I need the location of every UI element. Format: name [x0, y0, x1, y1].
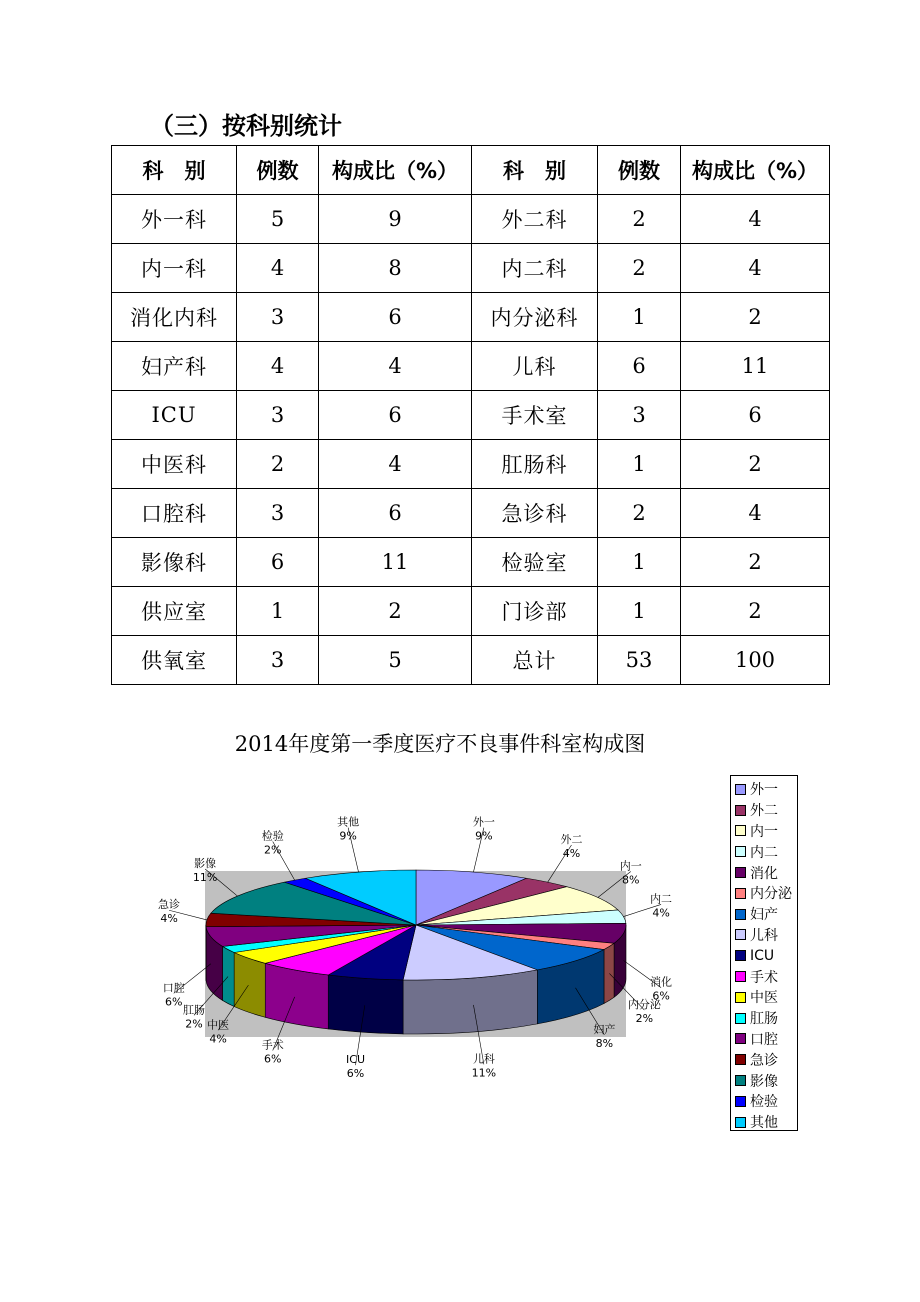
slice-percent-label: 11% — [471, 1066, 497, 1080]
legend-swatch — [735, 846, 746, 857]
legend-swatch — [735, 1013, 746, 1024]
legend-swatch — [735, 929, 746, 940]
legend-label: 儿科 — [750, 927, 778, 944]
legend-label: 内分泌 — [750, 886, 792, 903]
slice-name-label: 儿科 — [472, 1052, 495, 1066]
cell-count: 6 — [237, 538, 319, 587]
legend-swatch — [735, 784, 746, 795]
slice-name-label: 内一 — [619, 859, 642, 873]
cell-count: 3 — [237, 391, 319, 440]
slice-name-label: 肛肠 — [182, 1003, 205, 1017]
cell-dept: 内一科 — [112, 244, 237, 293]
legend-item — [735, 904, 797, 925]
legend-item — [735, 1049, 797, 1070]
legend-item — [735, 1112, 797, 1133]
slice-percent-label: 4% — [562, 846, 581, 860]
legend-item — [735, 800, 797, 821]
cell-ratio: 6 — [319, 489, 472, 538]
chart-legend — [730, 775, 798, 1131]
cell-ratio: 11 — [319, 538, 472, 587]
cell-count: 3 — [237, 636, 319, 685]
header-dept: 科 别 — [112, 146, 237, 195]
cell-dept: 中医科 — [112, 440, 237, 489]
slice-name-label: ICU — [346, 1053, 366, 1067]
legend-item — [735, 821, 797, 842]
cell-dept: 肛肠科 — [472, 440, 598, 489]
cell-count: 3 — [237, 489, 319, 538]
cell-dept: 门诊部 — [472, 587, 598, 636]
pie-side-5 — [604, 943, 614, 1003]
cell-ratio: 4 — [319, 342, 472, 391]
slice-name-label: 中医 — [207, 1018, 230, 1032]
cell-dept: 手术室 — [472, 391, 598, 440]
cell-count: 2 — [598, 195, 681, 244]
slice-percent-label: 2% — [185, 1017, 203, 1031]
slice-name-label: 消化 — [650, 975, 673, 989]
slice-name-label: 外二 — [560, 832, 583, 846]
cell-dept: ICU — [112, 391, 237, 440]
legend-label: 其他 — [750, 1115, 778, 1132]
slice-percent-label: 6% — [165, 995, 183, 1009]
legend-label: 妇产 — [750, 907, 778, 924]
cell-ratio: 2 — [681, 293, 830, 342]
slice-percent-label: 9% — [475, 829, 493, 843]
legend-swatch — [735, 992, 746, 1003]
legend-item — [735, 883, 797, 904]
header-dept: 科 别 — [472, 146, 598, 195]
slice-name-label: 其他 — [337, 815, 360, 829]
legend-swatch — [735, 1033, 746, 1044]
cell-dept: 内二科 — [472, 244, 598, 293]
slice-name-label: 急诊 — [158, 898, 181, 912]
header-count: 例数 — [237, 146, 319, 195]
slice-name-label: 外一 — [472, 815, 495, 829]
cell-ratio: 2 — [319, 587, 472, 636]
legend-label: 外二 — [750, 803, 778, 820]
legend-item — [735, 987, 797, 1008]
slice-name-label: 检验 — [261, 829, 284, 843]
cell-dept: 供应室 — [112, 587, 237, 636]
pie-side-11 — [223, 946, 235, 1006]
cell-dept: 检验室 — [472, 538, 598, 587]
legend-label: 内二 — [750, 844, 778, 861]
cell-ratio: 5 — [319, 636, 472, 685]
cell-count: 1 — [598, 587, 681, 636]
cell-dept: 外二科 — [472, 195, 598, 244]
cell-count: 53 — [598, 636, 681, 685]
legend-item — [735, 1029, 797, 1050]
cell-count: 1 — [598, 440, 681, 489]
cell-ratio: 6 — [319, 293, 472, 342]
cell-count: 6 — [598, 342, 681, 391]
legend-swatch — [735, 950, 746, 961]
cell-ratio: 4 — [681, 244, 830, 293]
legend-label: 肛肠 — [750, 1011, 778, 1028]
chart-title: 2014年度第一季度医疗不良事件科室构成图 — [234, 732, 646, 756]
cell-count: 3 — [598, 391, 681, 440]
slice-percent-label: 11% — [192, 870, 218, 884]
pie-tops — [206, 870, 626, 980]
legend-item — [735, 862, 797, 883]
pie-side-8 — [328, 975, 403, 1034]
legend-item — [735, 779, 797, 800]
cell-ratio: 4 — [681, 489, 830, 538]
slice-name-label: 内二 — [650, 892, 673, 906]
legend-label: 口腔 — [750, 1031, 778, 1048]
legend-label: 中医 — [750, 990, 778, 1007]
slice-percent-label: 2% — [635, 1012, 654, 1026]
slice-percent-label: 4% — [209, 1032, 227, 1046]
slice-name-label: 妇产 — [593, 1022, 616, 1036]
cell-count: 5 — [237, 195, 319, 244]
legend-swatch — [735, 867, 746, 878]
cell-dept: 儿科 — [472, 342, 598, 391]
cell-ratio: 6 — [319, 391, 472, 440]
legend-swatch — [735, 1096, 746, 1107]
cell-dept: 急诊科 — [472, 489, 598, 538]
cell-dept: 总计 — [472, 636, 598, 685]
cell-count: 2 — [598, 489, 681, 538]
slice-percent-label: 8% — [595, 1036, 614, 1050]
slice-percent-label: 4% — [160, 912, 178, 926]
legend-swatch — [735, 971, 746, 982]
legend-item — [735, 966, 797, 987]
cell-count: 2 — [237, 440, 319, 489]
cell-count: 4 — [237, 244, 319, 293]
cell-dept: 内分泌科 — [472, 293, 598, 342]
legend-swatch — [735, 1117, 746, 1128]
slice-percent-label: 6% — [263, 1052, 282, 1066]
cell-count: 1 — [598, 293, 681, 342]
slice-percent-label: 4% — [652, 906, 670, 920]
header-count: 例数 — [598, 146, 681, 195]
legend-item — [735, 1008, 797, 1029]
legend-swatch — [735, 1054, 746, 1065]
cell-count: 4 — [237, 342, 319, 391]
cell-count: 1 — [598, 538, 681, 587]
legend-label: 急诊 — [750, 1052, 778, 1069]
legend-item — [735, 841, 797, 862]
legend-item — [735, 945, 797, 966]
cell-ratio: 4 — [681, 195, 830, 244]
cell-ratio: 8 — [319, 244, 472, 293]
legend-swatch — [735, 1075, 746, 1086]
cell-count: 1 — [237, 587, 319, 636]
cell-ratio: 9 — [319, 195, 472, 244]
legend-label: 外一 — [750, 782, 778, 799]
header-ratio: 构成比（%） — [319, 146, 472, 195]
slice-name-label: 内分泌 — [627, 998, 661, 1012]
legend-swatch — [735, 909, 746, 920]
cell-dept: 外一科 — [112, 195, 237, 244]
cell-dept: 影像科 — [112, 538, 237, 587]
cell-count: 2 — [598, 244, 681, 293]
slice-name-label: 影像 — [194, 856, 217, 870]
cell-count: 3 — [237, 293, 319, 342]
slice-name-label: 口腔 — [162, 981, 185, 995]
legend-label: 影像 — [750, 1073, 778, 1090]
cell-dept: 妇产科 — [112, 342, 237, 391]
slice-percent-label: 2% — [263, 843, 282, 857]
legend-swatch — [735, 888, 746, 899]
legend-label: ICU — [750, 947, 775, 964]
cell-ratio: 2 — [681, 587, 830, 636]
slice-percent-label: 9% — [339, 829, 357, 843]
cell-ratio: 100 — [681, 636, 830, 685]
cell-ratio: 11 — [681, 342, 830, 391]
slice-percent-label: 8% — [622, 873, 640, 887]
legend-label: 内一 — [750, 823, 778, 840]
cell-ratio: 2 — [681, 538, 830, 587]
cell-ratio: 6 — [681, 391, 830, 440]
cell-dept: 口腔科 — [112, 489, 237, 538]
cell-dept: 消化内科 — [112, 293, 237, 342]
legend-item — [735, 1070, 797, 1091]
header-ratio: 构成比（%） — [681, 146, 830, 195]
legend-label: 消化 — [750, 865, 778, 882]
slice-percent-label: 6% — [652, 989, 670, 1003]
cell-ratio: 4 — [319, 440, 472, 489]
cell-ratio: 2 — [681, 440, 830, 489]
slice-name-label: 手术 — [261, 1038, 284, 1052]
legend-swatch — [735, 805, 746, 816]
cell-dept: 供氧室 — [112, 636, 237, 685]
legend-item — [735, 1091, 797, 1112]
legend-label: 手术 — [750, 969, 778, 986]
legend-label: 检验 — [750, 1094, 778, 1111]
section-title: （三）按科别统计 — [150, 112, 342, 140]
slice-percent-label: 6% — [346, 1067, 365, 1081]
legend-swatch — [735, 825, 746, 836]
legend-item — [735, 925, 797, 946]
